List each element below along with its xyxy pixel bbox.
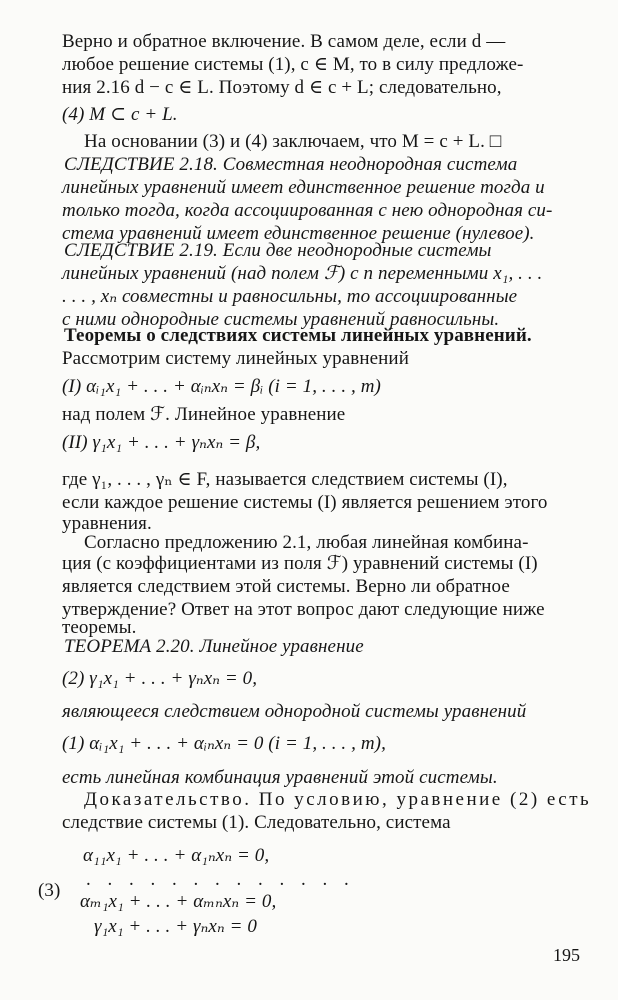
text-line: являющееся следствием однородной системы уравнений (62, 701, 527, 722)
text-line: следствие системы (1). Следовательно, система (62, 812, 451, 833)
system-3-row: αₘ₁x₁ + . . . + αₘₙxₙ = 0, (80, 891, 277, 912)
text-line: линейных уравнений (над полем ℱ) с n переменными x₁, . . . (62, 263, 543, 284)
system-3-row: α₁₁x₁ + . . . + α₁ₙxₙ = 0, (83, 845, 270, 866)
text-line: над полем ℱ. Линейное уравнение (62, 404, 346, 425)
text-line: линейных уравнений имеет единственное решение тогда и (62, 177, 545, 198)
corollary-2-19: СЛЕДСТВИЕ 2.19. Если две неоднородные системы (64, 240, 492, 261)
text-line: теоремы. (62, 617, 137, 638)
proof-start: Доказательство. По условию, уравнение (2) есть (84, 789, 592, 810)
formula-II: (II) γ₁x₁ + . . . + γₙxₙ = β, (62, 432, 261, 453)
system-3-dots: . . . . . . . . . . . . . (86, 869, 355, 890)
corollary-2-18: СЛЕДСТВИЕ 2.18. Совместная неоднородная система (64, 154, 518, 175)
text-line: На основании (3) и (4) заключаем, что M = c + L. □ (84, 131, 502, 152)
text-line: любое решение системы (1), c ∈ M, то в силу предложе- (62, 54, 524, 75)
page-number: 195 (553, 945, 580, 965)
text-line: Верно и обратное включение. В самом деле, если d — (62, 31, 506, 52)
text-line: уравнения. (62, 513, 152, 534)
section-heading: Теоремы о следствиях системы линейных уравнений. (64, 325, 532, 346)
text-line: ния 2.16 d − c ∈ L. Поэтому d ∈ c + L; следовательно, (62, 77, 502, 98)
text-line: есть линейная комбинация уравнений этой системы. (62, 767, 498, 788)
text-line: утверждение? Ответ на этот вопрос дают следующие ниже (62, 599, 545, 620)
theorem-2-20: ТЕОРЕМА 2.20. Линейное уравнение (64, 636, 364, 657)
text-line: ция (с коэффициентами из поля ℱ) уравнений системы (I) (62, 553, 538, 574)
formula-I: (I) αᵢ₁x₁ + . . . + αᵢₙxₙ = βᵢ (i = 1, . . . , m) (62, 376, 381, 397)
text-line: . . . , xₙ совместны и равносильны, то ассоциированные (62, 286, 518, 307)
formula-4: (4) M ⊂ c + L. (62, 104, 178, 125)
text-line: Согласно предложению 2.1, любая линейная комбина- (84, 532, 529, 553)
system-3-row: γ₁x₁ + . . . + γₙxₙ = 0 (94, 916, 257, 937)
formula-1: (1) αᵢ₁x₁ + . . . + αᵢₙxₙ = 0 (i = 1, . . . , m), (62, 733, 386, 754)
text-line: если каждое решение системы (I) является решением этого (62, 492, 548, 513)
formula-2: (2) γ₁x₁ + . . . + γₙxₙ = 0, (62, 668, 258, 689)
text-line: где γ₁, . . . , γₙ ∈ F, называется следствием системы (I), (62, 469, 508, 490)
text-line: только тогда, когда ассоциированная с нею однородная си- (62, 200, 553, 221)
text-line: с ними однородные системы уравнений равносильны. (62, 309, 500, 330)
text-line: является следствием этой системы. Верно ли обратное (62, 576, 510, 597)
text-line: Рассмотрим систему линейных уравнений (62, 348, 409, 369)
text-line: стема уравнений имеет единственное решение (нулевое). (62, 223, 535, 244)
system-3-label: (3) (38, 880, 61, 901)
